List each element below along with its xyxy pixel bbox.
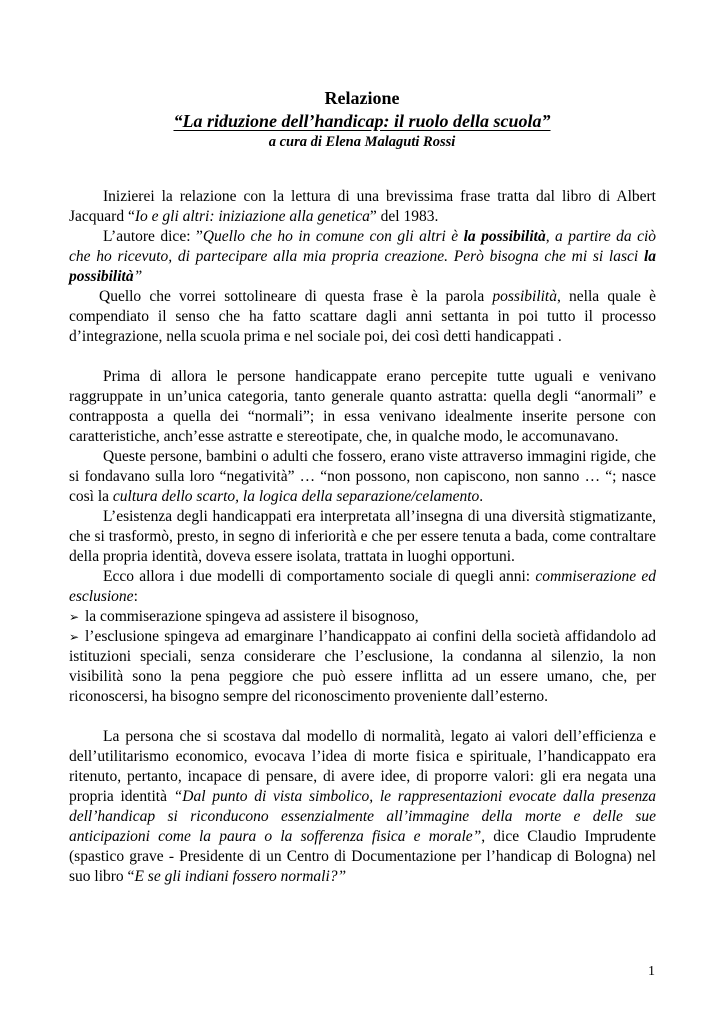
text-run: :: [133, 588, 138, 605]
paragraph-gap: [69, 347, 656, 367]
quotation: “Dal punto di vista simbolico, le rappresentazioni evocate dalla presenza dell’handicap si riconducono essenzialmente all’immagine della morte e delle sue anticipazioni come la paura o la sofferenza fisica e morale”: [69, 788, 657, 845]
document-title: Relazione: [324, 88, 400, 108]
page-number: 1: [648, 964, 655, 979]
paragraph-2: [69, 227, 656, 287]
quote-run: Quello che ho in comune con gli altri è: [202, 228, 464, 245]
text-run: Ecco allora i due modelli di comportamento sociale di quegli anni:: [103, 568, 536, 585]
text-run: Queste persone, bambini o adulti che fossero, erano viste attraverso immagini rigide, che si fondavano sulla loro “negatività” … “non possono, non capiscono, non sanno … “; nasce così la: [69, 448, 656, 505]
emphasis-word: possibilità: [492, 288, 557, 305]
paragraph-gap: [69, 707, 656, 727]
bullet-item-2: [69, 627, 656, 707]
quote-emphasis: la possibilità: [69, 248, 656, 285]
subtitle-text: “La riduzione dell’handicap: il ruolo della scuola”: [173, 111, 551, 131]
bullet-text: l’esclusione spingeva ad emarginare l’handicappato ai confini della società affidandolo ad istituzioni speciali, senza considerare che l’esclusione, la condanna al silenzio, la non visibilità sono la pena peggiore che può essere inflitta ad un essere umano, che, per riconoscersi, ha bisogno sempre del riconoscimento proveniente dall’esterno.: [69, 628, 656, 705]
quote-emphasis: la possibilità: [463, 228, 546, 245]
paragraph-5: [69, 447, 656, 507]
text-run: ” del 1983.: [369, 208, 439, 225]
document-subtitle: [0, 110, 724, 132]
book-title: Io e gli altri: iniziazione alla genetica: [134, 208, 370, 225]
paragraph-6: L’esistenza degli handicappati era interpretata all’insegna di una diversità stigmatizante, che si trasformò, presto, in segno di inferiorità e che per essere tenuta a bada, come contraltare della propria identità, doveva essere isolata, trattata in luoghi opportuni.: [69, 508, 656, 565]
document-body: [69, 187, 656, 887]
document-author: a cura di Elena Malaguti Rossi: [268, 134, 456, 150]
paragraph-4: Prima di allora le persone handicappate erano percepite tutte uguali e venivano raggruppate in un’unica categoria, tanto generale quanto astratta: quella degli “anormali” e contrapposta a quella dei “normali”; in essa venivano idealmente inserite persone con caratteristiche, anch’esse astratte e stereotipate, che, in qualche modo, le accomunavano.: [69, 368, 656, 445]
emphasis-phrase: cultura dello scarto, la logica della separazione/celamento: [112, 488, 480, 505]
bullet-text: la commiserazione spingeva ad assistere il bisognoso,: [85, 608, 419, 625]
paragraph-8: [69, 727, 656, 887]
text-run: , dice Claudio Imprudente (spastico grave - Presidente di un Centro di Documentazione per l’handicap di Bologna) nel suo libro “: [69, 828, 656, 885]
bullet-item-1: [69, 607, 656, 627]
arrow-bullet-icon: ➢: [69, 630, 80, 644]
paragraph-1: [69, 187, 656, 227]
text-run: La persona che si scostava dal modello di normalità, legato ai valori dell’efficienza e dell’utilitarismo economico, evocava l’idea di morte fisica e spirituale, l’handicappato era ritenuto, pertanto, incapace di pensare, di avere idee, di proporre valori: gli era negata una propria identità: [69, 728, 656, 805]
paragraph-3: [69, 287, 656, 347]
text-run: .: [479, 488, 484, 505]
quote-run: ”: [133, 268, 143, 285]
quote-run: , a partire da ciò che ho ricevuto, di partecipare alla mia propria creazione. Però bisogna che mi si lasci: [69, 228, 657, 265]
text-run: Inizierei la relazione con la lettura di una brevissima frase tratta dal libro di Albert Jacquard “: [69, 188, 656, 225]
arrow-bullet-icon: ➢: [69, 610, 80, 624]
text-run: L’autore dice: ”: [103, 228, 203, 245]
text-run: , nella quale è compendiato il senso che ha fatto scattare dagli anni settanta in poi tutto il processo d’integrazione, nella scuola prima e nel sociale poi, dei così detti handicappati .: [69, 288, 656, 345]
book-title: E se gli indiani fossero normali?”: [134, 868, 347, 885]
paragraph-7: [69, 567, 656, 607]
emphasis-phrase: commiserazione ed esclusione: [69, 568, 656, 605]
text-run: Quello che vorrei sottolineare di questa frase è la parola: [99, 288, 493, 305]
